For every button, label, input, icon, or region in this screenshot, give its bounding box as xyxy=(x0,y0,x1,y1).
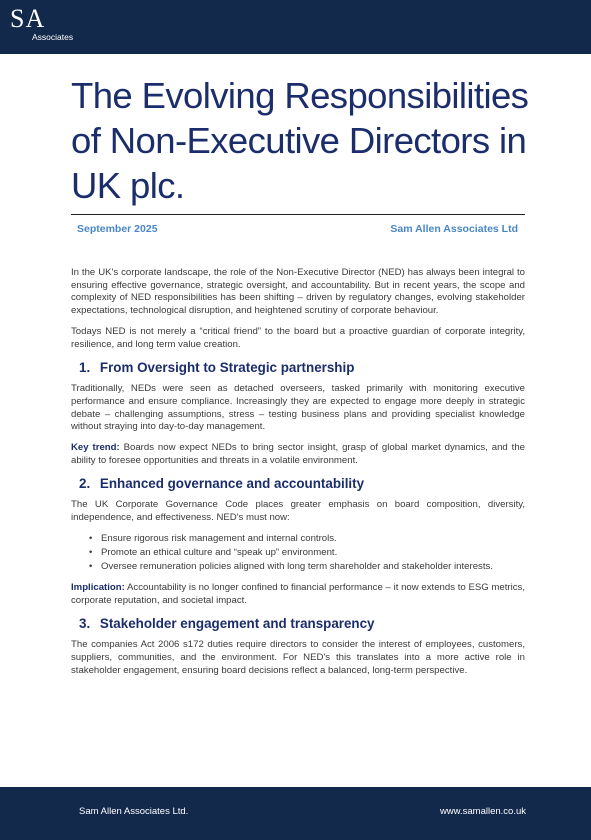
list-item xyxy=(89,532,525,546)
logo-subtitle: Associates xyxy=(32,32,74,42)
section-paragraph: The UK Corporate Governance Code places greater emphasis on board composition, diversity, independence, and effectiveness. NED's must now: xyxy=(71,499,525,524)
section-title: Enhanced governance and accountability xyxy=(99,476,365,492)
publication-date: September 2025 xyxy=(77,223,158,235)
section-heading xyxy=(79,476,525,492)
intro-paragraph: Todays NED is not merely a “critical friend” to the board but a proactive guardian of corporate integrity, resilience, and long term value creation. xyxy=(71,325,525,350)
header-band xyxy=(0,0,591,54)
implication-note xyxy=(71,582,525,607)
bullet-icon: • xyxy=(89,547,93,559)
key-trend-note xyxy=(71,442,525,467)
bullet-icon: • xyxy=(89,561,93,573)
section-paragraph: The companies Act 2006 s172 duties require directors to consider the interest of employees, customers, suppliers, communities, and the environment. For NED's this translates into a more active role in stakeholder engagement, ensuring board decisions reflect a balanced, long-term perspective. xyxy=(71,639,525,676)
company-logo xyxy=(10,4,74,42)
title-divider xyxy=(71,214,525,215)
section-title: From Oversight to Strategic partnership xyxy=(99,360,355,376)
section-number: 2. xyxy=(79,476,91,492)
list-item-text: Oversee remuneration policies aligned with long term shareholder and stakeholder interests. xyxy=(101,561,493,573)
list-item-text: Ensure rigorous risk management and internal controls. xyxy=(101,532,337,544)
list-item xyxy=(89,561,525,574)
note-text: Accountability is no longer confined to financial performance – it now extends to ESG metrics, corporate reputation, and societal impact. xyxy=(71,581,525,606)
footer-website-link[interactable]: www.samallen.co.uk xyxy=(439,806,526,817)
author-company: Sam Allen Associates Ltd xyxy=(390,223,518,235)
note-text: Boards now expect NEDs to bring sector insight, grasp of global market dynamics, and the ability to foresee opportunities and threats in a volatile environment. xyxy=(71,442,526,466)
intro-paragraph: In the UK's corporate landscape, the role of the Non-Executive Director (NED) has always been integral to ensuring effective governance, strategic oversight, and accountability. But in recent years, the scope and complexity of NED responsibilities has been shifting – driven by regulatory changes, evolving stakeholder expectations, technological disruption, and heightened scrutiny of corporate behaviour. xyxy=(71,267,525,317)
section-paragraph: Traditionally, NEDs were seen as detached overseers, tasked primarily with monitoring executive performance and ensure compliance. Increasingly they are expected to engage more deeply in strategic debate – challenging assumptions, stress – testing business plans and providing specialist knowledge without straying into day-to-day management. xyxy=(71,383,525,433)
bullet-list xyxy=(71,533,525,574)
section-number: 1. xyxy=(79,360,91,376)
document-title: The Evolving Responsibilities of Non-Executive Directors in UK plc. xyxy=(71,75,529,206)
list-item-text: Promote an ethical culture and “speak up” environment. xyxy=(101,547,338,559)
document-body xyxy=(71,267,525,685)
footer-company: Sam Allen Associates Ltd. xyxy=(79,806,189,817)
note-label: Implication: xyxy=(71,581,125,593)
section-heading xyxy=(79,360,525,376)
section-title: Stakeholder engagement and transparency xyxy=(99,616,375,632)
logo-letters: SA xyxy=(10,4,46,33)
list-item xyxy=(89,547,525,560)
note-label: Key trend: xyxy=(71,442,120,454)
section-number: 3. xyxy=(79,616,91,632)
bullet-icon: • xyxy=(89,532,93,544)
section-heading xyxy=(79,616,525,632)
